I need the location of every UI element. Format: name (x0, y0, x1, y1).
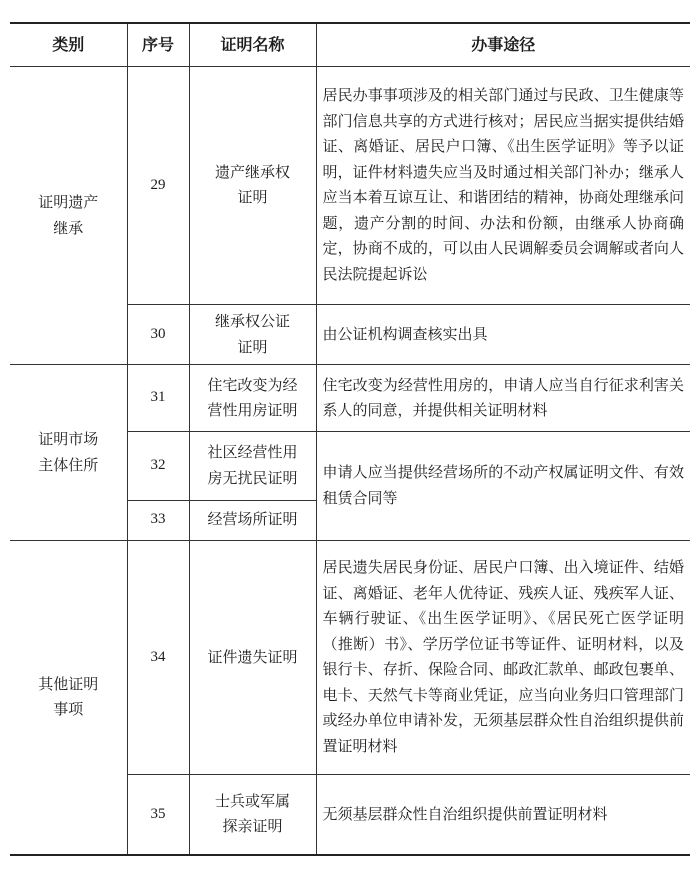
category-label: 证明市场 (38, 430, 99, 449)
category-cell (10, 67, 127, 365)
row-number: 32 (127, 431, 189, 500)
row-number: 31 (127, 365, 189, 432)
table-row (10, 540, 690, 774)
certificate-name: 遗产继承权 证明 (189, 67, 316, 305)
route-text: 居民遗失居民身份证、居民户口簿、出入境证件、结婚证、离婚证、老年人优待证、残疾人证、残疾军人证、车辆行驶证、《出生医学证明》、《居民死亡医学证明（推断）书》、学历学位证书等证件、证明材料，以及银行卡、存折、保险合同、邮政汇款单、邮政包裹单、电卡、天然气卡等商业凭证，应当向业务归口管理部门或经办单位申请补发，无须基层群众性自治组织提供前置证明材料 (316, 540, 690, 774)
route-text: 无须基层群众性自治组织提供前置证明材料 (316, 774, 690, 855)
row-number: 33 (127, 500, 189, 540)
header-category: 类别 (10, 23, 127, 67)
route-text: 居民办事事项涉及的相关部门通过与民政、卫生健康等部门信息共享的方式进行核对；居民应当据实提供结婚证、离婚证、居民户口簿、《出生医学证明》等予以证明，证件材料遗失应当及时通过相关部门补办；继承人应当本着互谅互让、和谐团结的精神，协商处理继承问题，遗产分割的时间、办法和份额，由继承人协商确定，协商不成的，可以由人民调解委员会调解或者向人民法院提起诉讼 (316, 67, 690, 305)
header-route: 办事途径 (316, 23, 690, 67)
category-cell (10, 540, 127, 855)
row-number: 29 (127, 67, 189, 305)
certificate-name: 住宅改变为经 营性用房证明 (189, 365, 316, 432)
route-text: 住宅改变为经营性用房的，申请人应当自行征求利害关系人的同意，并提供相关证明材料 (316, 365, 690, 432)
row-number: 30 (127, 304, 189, 364)
row-number: 35 (127, 774, 189, 855)
category-cell (10, 365, 127, 540)
category-label: 证明遗产 (38, 193, 99, 212)
category-label: 事项 (53, 700, 84, 719)
header-number: 序号 (127, 23, 189, 67)
certificate-name: 社区经营性用 房无扰民证明 (189, 431, 316, 500)
certificate-name: 士兵或军属 探亲证明 (189, 774, 316, 855)
table-header-row (10, 23, 690, 67)
certificate-table (10, 22, 690, 856)
row-number: 34 (127, 540, 189, 774)
route-text: 由公证机构调查核实出具 (316, 304, 690, 364)
certificate-name: 继承权公证 证明 (189, 304, 316, 364)
table-row (10, 67, 690, 305)
route-text: 申请人应当提供经营场所的不动产权属证明文件、有效租赁合同等 (316, 431, 690, 540)
table-row (10, 365, 690, 432)
category-label: 其他证明 (38, 674, 99, 693)
certificate-name: 证件遗失证明 (189, 540, 316, 774)
category-label: 继承 (53, 218, 84, 237)
header-name: 证明名称 (189, 23, 316, 67)
category-label: 主体住所 (38, 455, 99, 474)
certificate-name: 经营场所证明 (189, 500, 316, 540)
